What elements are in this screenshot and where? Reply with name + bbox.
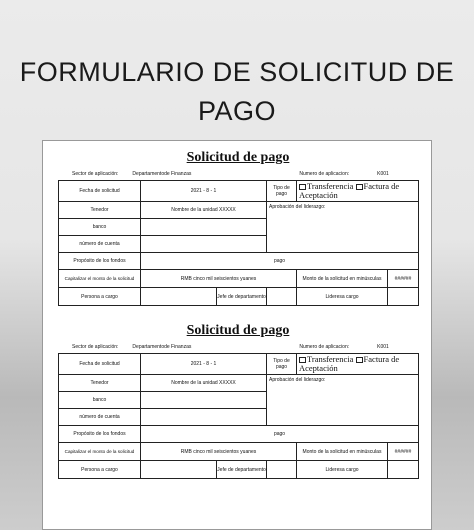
invoice-checkbox[interactable] [356, 357, 363, 363]
leader-cell [297, 288, 419, 306]
leader-label: Lideresa cargo [297, 461, 388, 478]
signature-cell [141, 288, 267, 306]
account-label: número de cuenta [59, 236, 141, 253]
holder-label: Tenedor [59, 375, 141, 392]
account-value[interactable] [141, 409, 267, 426]
signature-cell [141, 461, 267, 479]
leader-signature[interactable] [388, 461, 418, 478]
invoice-label: Factura de Aceptación [299, 354, 400, 373]
bank-value[interactable] [141, 392, 267, 409]
person-signature[interactable] [141, 288, 217, 305]
amount-lower-value[interactable]: ###### [394, 448, 412, 455]
amount-upper-value[interactable]: RMB cinco mil seiscientos yuanes [141, 270, 297, 288]
number-label: Numero de aplicacion: [299, 344, 350, 350]
payment-form-2 [58, 321, 418, 479]
invoice-label: Factura de Aceptación [299, 181, 400, 200]
form-title: Solicitud de pago [186, 150, 290, 165]
date-value[interactable]: 2021 - 8 - 1 [141, 354, 267, 375]
person-label: Persona a cargo [59, 461, 141, 479]
amount-upper-label: Capitalizar el monto de la solicitud [59, 270, 141, 288]
head-signature[interactable] [267, 461, 297, 479]
sector-label: Sector de aplicación: [72, 171, 119, 177]
purpose-label: Propósito de los fondos [59, 253, 141, 270]
sector-value: Departamentode Finanzas [132, 344, 192, 350]
pay-type-options [297, 354, 419, 375]
amount-upper-label: Capitalizar el monto de la solicitud [59, 443, 141, 461]
form-sheet [42, 140, 432, 530]
holder-label: Tenedor [59, 202, 141, 219]
page-title-line2: PAGO [197, 96, 277, 126]
pay-type-options [297, 181, 419, 202]
bank-value[interactable] [141, 219, 267, 236]
page-title-line1: FORMULARIO DE SOLICITUD DE [19, 57, 455, 87]
sector-value: Departamentode Finanzas [132, 171, 192, 177]
amount-lower-cell [297, 270, 419, 288]
holder-value[interactable]: Nombre de la unidad XXXXX [141, 202, 267, 219]
amount-lower-label: Monto de la solicitud en minúsculas [297, 270, 388, 287]
transfer-label: Transferencia [307, 181, 354, 191]
holder-value[interactable]: Nombre de la unidad XXXXX [141, 375, 267, 392]
leader-signature[interactable] [388, 288, 418, 305]
invoice-checkbox[interactable] [356, 184, 363, 190]
account-value[interactable] [141, 236, 267, 253]
leader-label: Lideresa cargo [297, 288, 388, 305]
date-label: Fecha de solicitud [59, 181, 141, 202]
head-label: Jefe de departamento [217, 293, 266, 300]
amount-lower-value[interactable]: ###### [394, 275, 412, 282]
amount-lower-cell [297, 443, 419, 461]
date-value[interactable]: 2021 - 8 - 1 [141, 181, 267, 202]
leader-cell [297, 461, 419, 479]
pay-type-label: Tipo de pago [267, 354, 297, 375]
purpose-label: Propósito de los fondos [59, 426, 141, 443]
amount-upper-value[interactable]: RMB cinco mil seiscientos yuanes [141, 443, 297, 461]
person-label: Persona a cargo [59, 288, 141, 306]
head-label: Jefe de departamento [217, 466, 266, 473]
head-signature[interactable] [267, 288, 297, 306]
number-value: K001 [377, 344, 389, 350]
person-signature[interactable] [141, 461, 217, 478]
transfer-label: Transferencia [307, 354, 354, 364]
number-value: K001 [377, 171, 389, 177]
amount-lower-label: Monto de la solicitud en minúsculas [297, 443, 388, 460]
account-label: número de cuenta [59, 409, 141, 426]
approval-cell[interactable]: Aprobación del liderazgo: [267, 375, 419, 426]
payment-form-1 [58, 148, 418, 306]
form-table [58, 353, 419, 479]
date-label: Fecha de solicitud [59, 354, 141, 375]
form-table [58, 180, 419, 306]
purpose-value[interactable]: pago [141, 253, 419, 270]
bank-label: banco [59, 392, 141, 409]
number-label: Numero de aplicacion: [299, 171, 350, 177]
sector-label: Sector de aplicación: [72, 344, 119, 350]
approval-cell[interactable]: Aprobación del liderazgo: [267, 202, 419, 253]
form-title: Solicitud de pago [186, 323, 290, 338]
bank-label: banco [59, 219, 141, 236]
pay-type-label: Tipo de pago [267, 181, 297, 202]
purpose-value[interactable]: pago [141, 426, 419, 443]
